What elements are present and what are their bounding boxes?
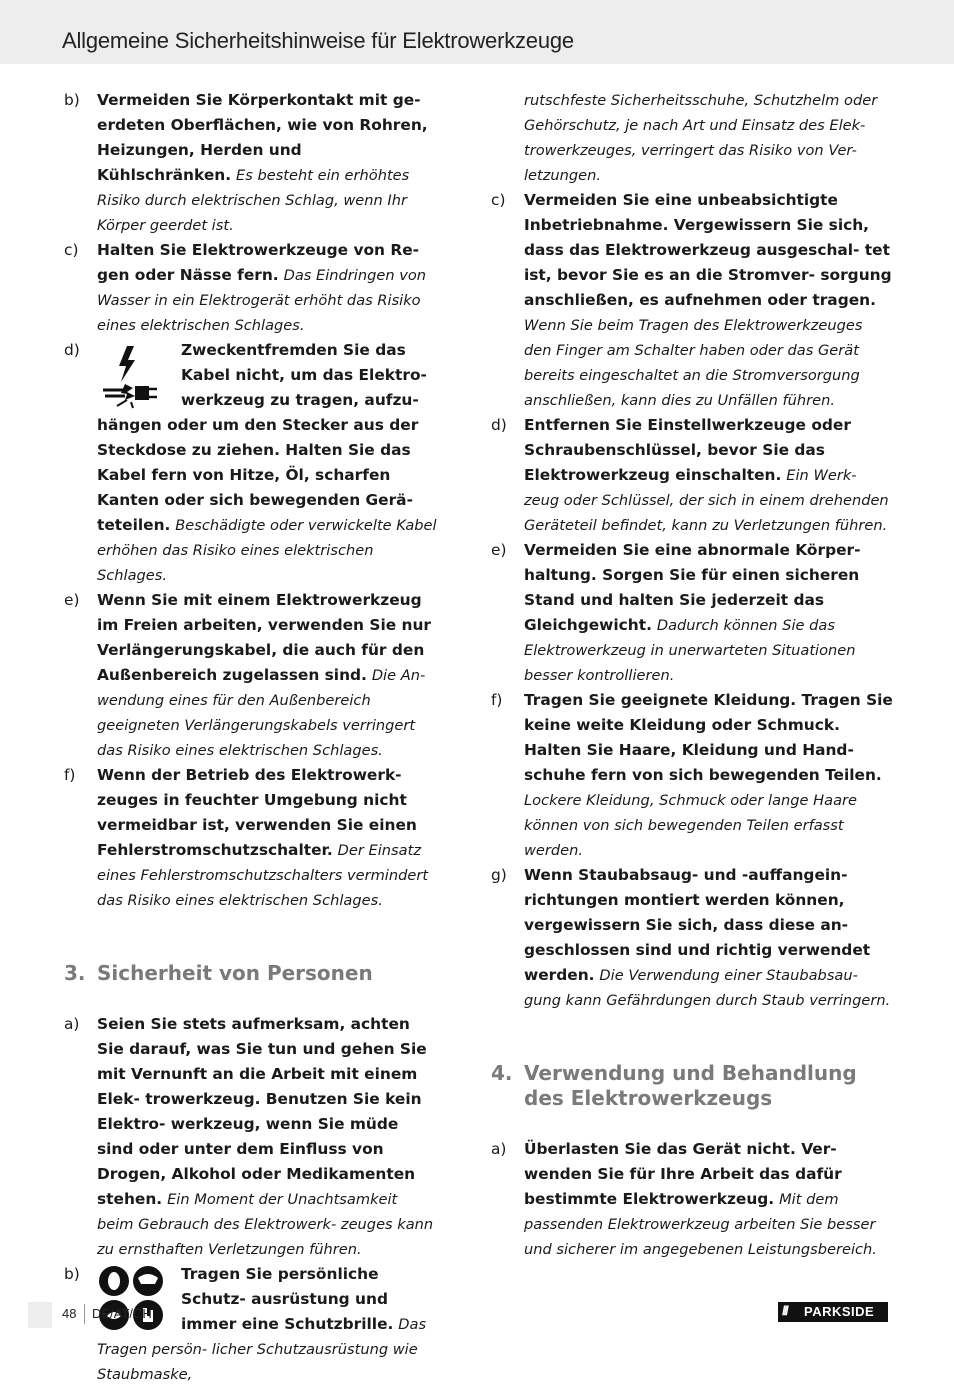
list-item-d: d) Zweckentfremden Sie das Kabel nicht, um das Elektro- werkzeug zu tragen, aufzu- hängen oder um den Stecker aus der Steckdose zu ziehen. Halten Sie das Kabel fern von Hitze, Öl, scharfen Kanten oder sich bewegenden Gerä- teteilen. Beschädigte oder verwickelte Kabel erhöhen das Risiko eines elektrischen Schlages. <box>64 341 437 584</box>
list-item-a3: a) Seien Sie stets aufmerksam, achten Sie darauf, was Sie tun und gehen Sie mit Vernunft an die Arbeit mit einem Elek- trowerkzeug. Benutzen Sie kein Elektro- werkzeug, wenn Sie müde sind oder unter dem Einfluss von Drogen, Alkohol oder Medikamenten stehen. Ein Moment der Unachtsamkeit beim Gebrauch des Elektrowerk- zeuges kann zu ernsthaften Verletzungen führen. <box>64 1015 434 1258</box>
list-item-e: e) Wenn Sie mit einem Elektrowerkzeug im Freien arbeiten, verwenden Sie nur Verlängerungskabel, die auch für den Außenbereich zugelassen sind. Die An- wendung eines für den Außenbereich geeigneten Verlängerungskabels verringert das Risiko eines elektrischen Schlages. <box>64 591 432 759</box>
list-item-e: e) Vermeiden Sie eine abnormale Körper- haltung. Sorgen Sie für einen sicheren Stand und halten Sie jederzeit das Gleichgewicht. Dadurch können Sie das Elektrowerkzeug in unerwarteten Situationen besser kontrollieren. <box>491 541 861 684</box>
list-item-b: b) Vermeiden Sie Körperkontakt mit ge- erdeten Oberflächen, wie von Rohren, Heizungen, Herden und Kühlschränken. Es besteht ein erhöhtes Risiko durch elektrischen Schlag, wenn Ihr Körper geerdet ist. <box>64 91 428 234</box>
list-item-a4: a) Überlasten Sie das Gerät nicht. Ver- wenden Sie für Ihre Arbeit das dafür bestimmte Elektrowerkzeug. Mit dem passenden Elektrowerkzeug arbeiten Sie besser und sicherer im angegebenen Leistungsbereich. <box>491 1140 877 1258</box>
list-item-f: f) Tragen Sie geeignete Kleidung. Tragen Sie keine weite Kleidung oder Schmuck. Halten Sie Haare, Kleidung und Hand- schuhe fern von sich bewegenden Teilen. Lockere Kleidung, Schmuck oder lange Haare können von sich bewegenden Teilen erfasst werden. <box>491 691 893 859</box>
page-title: Allgemeine Sicherheitshinweise für Elektrowerkzeuge <box>62 28 574 53</box>
list-item-continuation: rutschfeste Sicherheitsschuhe, Schutzhelm oder Gehörschutz, je nach Art und Einsatz des Elek- trowerkzeuges, verringert das Risiko von Ver- letzungen. <box>524 92 878 184</box>
list-item-f: f) Wenn der Betrieb des Elektrowerk- zeuges in feuchter Umgebung nicht vermeidbar ist, verwenden Sie einen Fehlerstromschutzschalter. Der Einsatz eines Fehlerstromschutzschalters vermindert das Risiko eines elektrischen Schlages. <box>64 766 429 909</box>
list-item-d: d) Entfernen Sie Einstellwerkzeuge oder Schraubenschlüssel, bevor Sie das Elektrowerkzeug einschalten. Ein Werk- zeug oder Schlüssel, der sich in einem drehenden Geräteteil befindet, kann zu Verletzungen führen. <box>491 416 889 534</box>
page-number: 48 <box>62 1306 77 1321</box>
section-heading-3: 3. Sicherheit von Personen <box>64 961 373 985</box>
list-item-b3: b) Tragen Sie persönliche Schutz- ausrüstung und immer eine Schutzbrille. Das Tragen persön- licher Schutzausrüstung wie Staubmaske, <box>64 1265 427 1383</box>
list-item-c: c) Vermeiden Sie eine unbeabsichtigte Inbetriebnahme. Vergewissern Sie sich, dass das Elektrowerkzeug ausgeschal- tet ist, bevor Sie es an die Stromver- sorgung anschließen, es aufnehmen oder tragen. Wenn Sie beim Tragen des Elektrowerkzeuges den Finger am Schalter haben oder das Gerät bereits eingeschaltet an die Stromversorgung anschließen, kann dies zu Unfällen führen. <box>491 191 892 409</box>
language-code: DE/AT/CH <box>92 1306 152 1321</box>
footer-marker <box>28 1302 52 1328</box>
protective-equipment-icon <box>97 1264 167 1334</box>
footer-divider <box>84 1304 85 1324</box>
left-column <box>62 88 437 1387</box>
brand-logo: /// PARKSIDE <box>778 1302 888 1322</box>
list-item-c: c) Halten Sie Elektrowerkzeuge von Re- gen oder Nässe fern. Das Eindringen von Wasser in ein Elektrogerät erhöht das Risiko eines elektrischen Schlages. <box>64 241 427 334</box>
cable-shock-warning-icon <box>97 340 167 410</box>
section-heading-4: 4. Verwendung und Behandlung des Elektrowerkzeugs <box>491 1061 857 1110</box>
list-item-g: g) Wenn Staubabsaug- und -auffangein- richtungen montiert werden können, vergewissern Sie sich, dass diese an- geschlossen sind und richtig verwendet werden. Die Verwendung einer Staubabsau- gung kann Gefährdungen durch Staub verringern. <box>491 866 891 1009</box>
right-column <box>489 88 894 1262</box>
